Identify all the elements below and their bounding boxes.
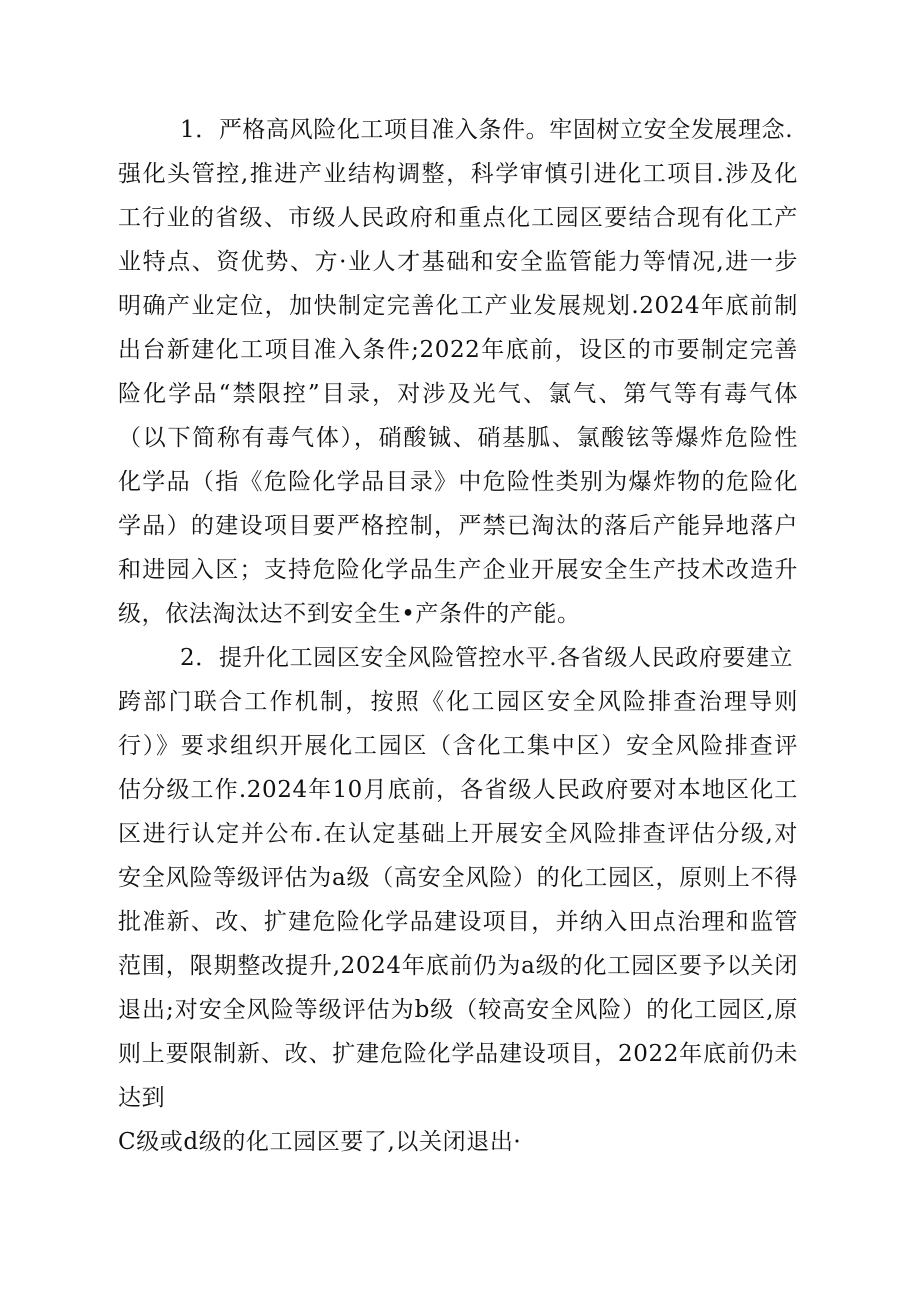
paragraph-3-line-1: C级或d级的化工园区要了,以关闭退出· xyxy=(118,1129,522,1155)
paragraph-1-line-11: 和进园入区；支持危险化学品生产企业开展安全生产技术改造升 xyxy=(118,557,798,583)
paragraph-1-line-1: 1．严格高风险化工项目准入条件。牢固树立安全发展理念. xyxy=(180,117,794,143)
paragraph-1-line-2: 强化头管控,推进产业结构调整，科学审慎引进化工项目.涉及化 xyxy=(118,161,798,187)
paragraph-2-line-10: 则上要限制新、改、扩建危险化学品建设项目，2022年底前仍未 xyxy=(118,1041,798,1067)
paragraph-1-line-6: 出台新建化工项目准入条件;2022年底前，设区的市要制定完善 xyxy=(118,337,798,363)
paragraph-1-line-10: 学品）的建设项目要严格控制，严禁已淘汰的落后产能异地落户 xyxy=(118,513,798,539)
paragraph-3 xyxy=(118,1120,798,1164)
paragraph-2-line-7: 批准新、改、扩建危险化学品建设项目，并纳入田点治理和监管 xyxy=(118,909,798,935)
paragraph-2 xyxy=(118,636,798,1120)
paragraph-1-line-9: 化学品（指《危险化学品目录》中危险性类别为爆炸物的危险化 xyxy=(118,469,798,495)
paragraph-2-line-5: 区进行认定并公布.在认定基础上开展安全风险排查评估分级,对 xyxy=(118,821,798,847)
paragraph-1-line-12: 级，依法淘汰达不到安全生•产条件的产能。 xyxy=(118,601,581,627)
paragraph-2-line-8: 范围，限期整改提升,2024年底前仍为a级的化工园区要予以关闭 xyxy=(118,953,798,979)
paragraph-2-line-9: 退出;对安全风险等级评估为b级（较高安全风险）的化工园区,原 xyxy=(118,997,798,1023)
paragraph-2-line-11: 达到 xyxy=(118,1085,166,1111)
paragraph-1-line-4: 业特点、资优势、方·业人才基础和安全监管能力等情况,进一步 xyxy=(118,249,798,275)
paragraph-2-line-4: 估分级工作.2024年10月底前，各省级人民政府要对本地区化工 xyxy=(118,777,798,803)
document-body xyxy=(118,108,798,1164)
paragraph-1-line-8: （以下简称有毒气体），硝酸铖、硝基胍、氯酸铉等爆炸危险性 xyxy=(118,425,798,451)
paragraph-1-line-5: 明确产业定位，加快制定完善化工产业发展规划.2024年底前制 xyxy=(118,293,798,319)
paragraph-2-line-3: 行）》要求组织开展化工园区（含化工集中区）安全风险排查评 xyxy=(118,733,798,759)
paragraph-2-line-2: 跨部门联合工作机制，按照《化工园区安全风险排查治理导则 xyxy=(118,689,798,715)
paragraph-1 xyxy=(118,108,798,636)
paragraph-1-line-3: 工行业的省级、市级人民政府和重点化工园区要结合现有化工产 xyxy=(118,205,798,231)
paragraph-2-line-1: 2．提升化工园区安全风险管控水平.各省级人民政府要建立 xyxy=(180,645,794,671)
paragraph-2-line-6: 安全风险等级评估为a级（高安全风险）的化工园区，原则上不得 xyxy=(118,865,798,891)
paragraph-1-line-7: 险化学品“禁限控”目录，对涉及光气、氯气、第气等有毒气体 xyxy=(118,381,798,407)
